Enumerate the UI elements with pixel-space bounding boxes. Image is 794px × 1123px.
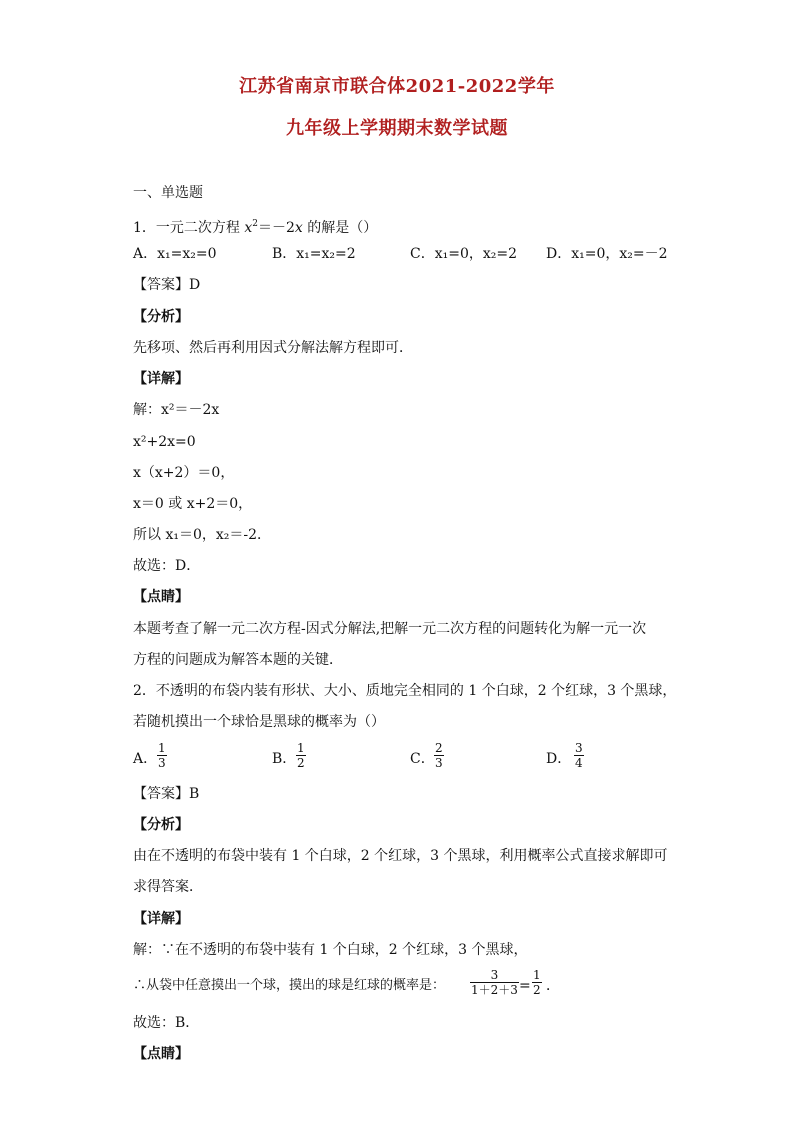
- exam-title-line2: 九年级上学期期末数学试题: [286, 118, 508, 139]
- fraction-numerator: 2: [435, 741, 443, 755]
- q2-choose: 故选：B．: [133, 1015, 200, 1031]
- fraction-denominator: 2: [297, 756, 305, 770]
- q1-step-1: 解：x²＝－2x: [133, 402, 220, 418]
- q2-analysis-line1: 由在不透明的布袋中装有 1 个白球，2 个红球，3 个黑球，利用概率公式直接求解即可: [133, 848, 668, 864]
- q2-analysis-line2: 求得答案．: [133, 879, 203, 895]
- fraction-denominator: 2: [533, 983, 541, 997]
- q2-option-b-fraction: [296, 741, 306, 770]
- q1-step-2: x²+2x=0: [133, 434, 196, 450]
- q2-probability-fraction: [470, 968, 519, 997]
- q2-analysis-label: 【分析】: [133, 817, 189, 833]
- fraction-denominator: 4: [575, 756, 583, 770]
- q2-option-d-label: D．: [546, 751, 572, 767]
- q1-step-4: x＝0 或 x+2＝0，: [133, 496, 253, 512]
- fraction-denominator: 3: [158, 756, 166, 770]
- fraction-denominator: 1＋2＋3: [471, 983, 518, 997]
- q2-option-a-fraction: [157, 741, 167, 770]
- q2-result-fraction: [532, 968, 542, 997]
- q2-option-d-fraction: [574, 741, 584, 770]
- fraction-numerator: 3: [490, 968, 499, 982]
- q1-option-d: D．x₁=0，x₂=－2: [546, 246, 668, 262]
- q2-stem-line1: 2．不透明的布袋内装有形状、大小、质地完全相同的 1 个白球，2 个红球，3 个黑球，: [133, 683, 677, 699]
- q1-var-x: x: [244, 220, 253, 236]
- q1-step-6: 故选：D．: [133, 558, 201, 574]
- fraction-denominator: 3: [435, 756, 443, 770]
- q1-answer: 【答案】D: [133, 277, 201, 293]
- q2-detail-line2: ∴从袋中任意摸出一个球，摸出的球是红球的概率是：: [133, 978, 446, 993]
- q2-detail-line1: 解：∵在不透明的布袋中装有 1 个白球，2 个红球，3 个黑球，: [133, 942, 528, 958]
- q1-stem: [133, 214, 377, 238]
- exam-title-line1: 江苏省南京市联合体2021-2022学年: [239, 76, 555, 97]
- q1-stem-prefix: 1．一元二次方程: [133, 220, 245, 236]
- q1-comment-line2: 方程的问题成为解答本题的关键．: [133, 652, 343, 668]
- q2-period: ．: [546, 978, 560, 994]
- q2-answer: 【答案】B: [133, 786, 200, 802]
- q1-step-3: x（x+2）＝0，: [133, 465, 235, 481]
- q2-detail-label: 【详解】: [133, 911, 189, 927]
- fraction-numerator: 1: [533, 968, 541, 982]
- q2-option-c-label: C．: [410, 751, 435, 767]
- q2-equals-sign: =: [519, 978, 531, 994]
- fraction-numerator: 1: [297, 741, 305, 755]
- q1-var-x2: x: [294, 220, 303, 236]
- fraction-numerator: 1: [158, 741, 166, 755]
- q1-exp: 2: [252, 219, 258, 229]
- q1-stem-mid: ＝－2: [258, 220, 295, 236]
- q1-stem-suffix: 的解是（）: [302, 220, 378, 236]
- fraction-numerator: 3: [575, 741, 583, 755]
- q1-step-5: 所以 x₁＝0，x₂＝-2．: [133, 527, 272, 543]
- q1-option-c: C．x₁=0，x₂=2: [410, 246, 518, 262]
- q1-analysis: 先移项、然后再利用因式分解法解方程即可．: [133, 340, 413, 356]
- q1-option-a: A．x₁=x₂=0: [133, 246, 217, 262]
- q1-detail-label: 【详解】: [133, 371, 189, 387]
- q1-option-b: B．x₁=x₂=2: [272, 246, 356, 262]
- section-heading: 一、单选题: [133, 185, 203, 201]
- q1-comment-line1: 本题考查了解一元二次方程-因式分解法,把解一元二次方程的问题转化为解一元一次: [133, 621, 647, 637]
- q2-option-a-label: A．: [133, 751, 158, 767]
- q2-comment-label: 【点睛】: [133, 1046, 189, 1062]
- q1-analysis-label: 【分析】: [133, 309, 189, 325]
- q2-stem-line2: 若随机摸出一个球恰是黑球的概率为（）: [133, 714, 385, 730]
- q1-comment-label: 【点睛】: [133, 589, 189, 605]
- q2-option-b-label: B．: [272, 751, 297, 767]
- q2-option-c-fraction: [434, 741, 444, 770]
